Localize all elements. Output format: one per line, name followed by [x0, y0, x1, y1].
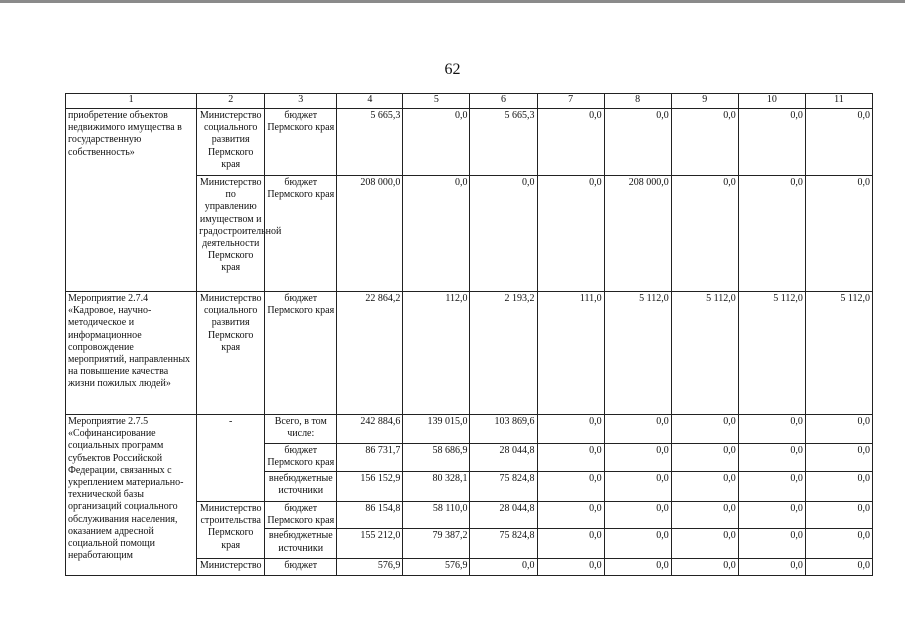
value-cell: 0,0 [738, 176, 805, 292]
value-cell: 0,0 [738, 472, 805, 502]
funding-source-cell: Всего, в том числе: [265, 415, 337, 444]
value-cell: 79 387,2 [403, 529, 470, 559]
value-cell: 0,0 [805, 109, 872, 176]
activity-cell: Мероприятие 2.7.4 «Кадровое, научно-методическое и информационное сопровождение мероприятий, направленных на повышение качества жизни пожилых людей» [66, 292, 197, 415]
value-cell: 0,0 [604, 472, 671, 502]
value-cell: 112,0 [403, 292, 470, 415]
value-cell: 0,0 [738, 415, 805, 444]
value-cell: 103 869,6 [470, 415, 537, 444]
executor-cell: Министерство [197, 559, 265, 576]
funding-source-cell: бюджет Пермского края [265, 444, 337, 472]
value-cell: 0,0 [604, 529, 671, 559]
value-cell: 242 884,6 [337, 415, 403, 444]
value-cell: 0,0 [604, 415, 671, 444]
column-number: 9 [671, 94, 738, 109]
value-cell: 0,0 [671, 109, 738, 176]
value-cell: 0,0 [805, 472, 872, 502]
column-number: 7 [537, 94, 604, 109]
value-cell: 208 000,0 [604, 176, 671, 292]
value-cell: 0,0 [537, 502, 604, 529]
table-row [66, 109, 873, 176]
value-cell: 576,9 [403, 559, 470, 576]
value-cell: 0,0 [537, 529, 604, 559]
value-cell: 0,0 [604, 444, 671, 472]
value-cell: 0,0 [604, 559, 671, 576]
value-cell: 0,0 [738, 109, 805, 176]
funding-source-cell: бюджет Пермского края [265, 502, 337, 529]
budget-table [65, 93, 873, 576]
value-cell: 28 044,8 [470, 502, 537, 529]
value-cell: 139 015,0 [403, 415, 470, 444]
value-cell: 0,0 [805, 559, 872, 576]
value-cell: 111,0 [537, 292, 604, 415]
value-cell: 0,0 [671, 415, 738, 444]
value-cell: 0,0 [403, 176, 470, 292]
funding-source-cell: бюджет Пермского края [265, 176, 337, 292]
value-cell: 0,0 [537, 415, 604, 444]
value-cell: 0,0 [671, 472, 738, 502]
value-cell: 0,0 [805, 444, 872, 472]
funding-source-cell: бюджет Пермского края [265, 292, 337, 415]
executor-cell: Министерство социального развития Пермского края [197, 292, 265, 415]
activity-cell: приобретение объектов недвижимого имущества в государственную собственность» [66, 109, 197, 292]
value-cell: 0,0 [738, 502, 805, 529]
value-cell: 576,9 [337, 559, 403, 576]
column-number: 8 [604, 94, 671, 109]
column-number: 2 [197, 94, 265, 109]
table-row [66, 415, 873, 444]
scan-top-edge [0, 0, 905, 3]
funding-source-cell: внебюджетные источники [265, 529, 337, 559]
executor-cell: Министерство строительства Пермского края [197, 502, 265, 559]
activity-cell: Мероприятие 2.7.5 «Софинансирование социальных программ субъектов Российской Федерации, связанных с укреплением материально-технической базы организаций социального обслуживания населения, оказанием адресной социальной помощи неработающим [66, 415, 197, 576]
column-number: 11 [805, 94, 872, 109]
value-cell: 5 665,3 [337, 109, 403, 176]
value-cell: 0,0 [470, 176, 537, 292]
value-cell: 0,0 [604, 502, 671, 529]
value-cell: 0,0 [537, 109, 604, 176]
funding-source-cell: бюджет Пермского края [265, 109, 337, 176]
value-cell: 0,0 [403, 109, 470, 176]
table-row [66, 292, 873, 415]
value-cell: 0,0 [537, 559, 604, 576]
value-cell: 0,0 [671, 529, 738, 559]
funding-source-cell: внебюджетные источники [265, 472, 337, 502]
value-cell: 0,0 [470, 559, 537, 576]
column-number-row [66, 94, 873, 109]
page-number: 62 [444, 61, 461, 78]
value-cell: 0,0 [537, 472, 604, 502]
value-cell: 0,0 [671, 444, 738, 472]
column-number: 5 [403, 94, 470, 109]
value-cell: 58 686,9 [403, 444, 470, 472]
value-cell: 0,0 [671, 176, 738, 292]
value-cell: 58 110,0 [403, 502, 470, 529]
value-cell: 28 044,8 [470, 444, 537, 472]
column-number: 1 [66, 94, 197, 109]
value-cell: 0,0 [537, 176, 604, 292]
value-cell: 75 824,8 [470, 472, 537, 502]
value-cell: 86 731,7 [337, 444, 403, 472]
column-number: 10 [738, 94, 805, 109]
value-cell: 5 665,3 [470, 109, 537, 176]
value-cell: 5 112,0 [671, 292, 738, 415]
value-cell: 2 193,2 [470, 292, 537, 415]
value-cell: 0,0 [738, 444, 805, 472]
value-cell: 5 112,0 [738, 292, 805, 415]
value-cell: 0,0 [805, 502, 872, 529]
funding-source-cell: бюджет [265, 559, 337, 576]
value-cell: 0,0 [671, 502, 738, 529]
column-number: 4 [337, 94, 403, 109]
executor-cell: Министерство по управлению имуществом и градостроительной деятельности Пермского края [197, 176, 265, 292]
value-cell: 0,0 [805, 176, 872, 292]
executor-cell: - [197, 415, 265, 502]
value-cell: 0,0 [537, 444, 604, 472]
value-cell: 75 824,8 [470, 529, 537, 559]
value-cell: 156 152,9 [337, 472, 403, 502]
value-cell: 155 212,0 [337, 529, 403, 559]
value-cell: 80 328,1 [403, 472, 470, 502]
value-cell: 208 000,0 [337, 176, 403, 292]
value-cell: 0,0 [671, 559, 738, 576]
value-cell: 0,0 [604, 109, 671, 176]
column-number: 3 [265, 94, 337, 109]
value-cell: 0,0 [738, 529, 805, 559]
value-cell: 0,0 [805, 529, 872, 559]
column-number: 6 [470, 94, 537, 109]
value-cell: 0,0 [738, 559, 805, 576]
value-cell: 0,0 [805, 415, 872, 444]
value-cell: 5 112,0 [604, 292, 671, 415]
value-cell: 5 112,0 [805, 292, 872, 415]
executor-cell: Министерство социального развития Пермского края [197, 109, 265, 176]
value-cell: 22 864,2 [337, 292, 403, 415]
value-cell: 86 154,8 [337, 502, 403, 529]
